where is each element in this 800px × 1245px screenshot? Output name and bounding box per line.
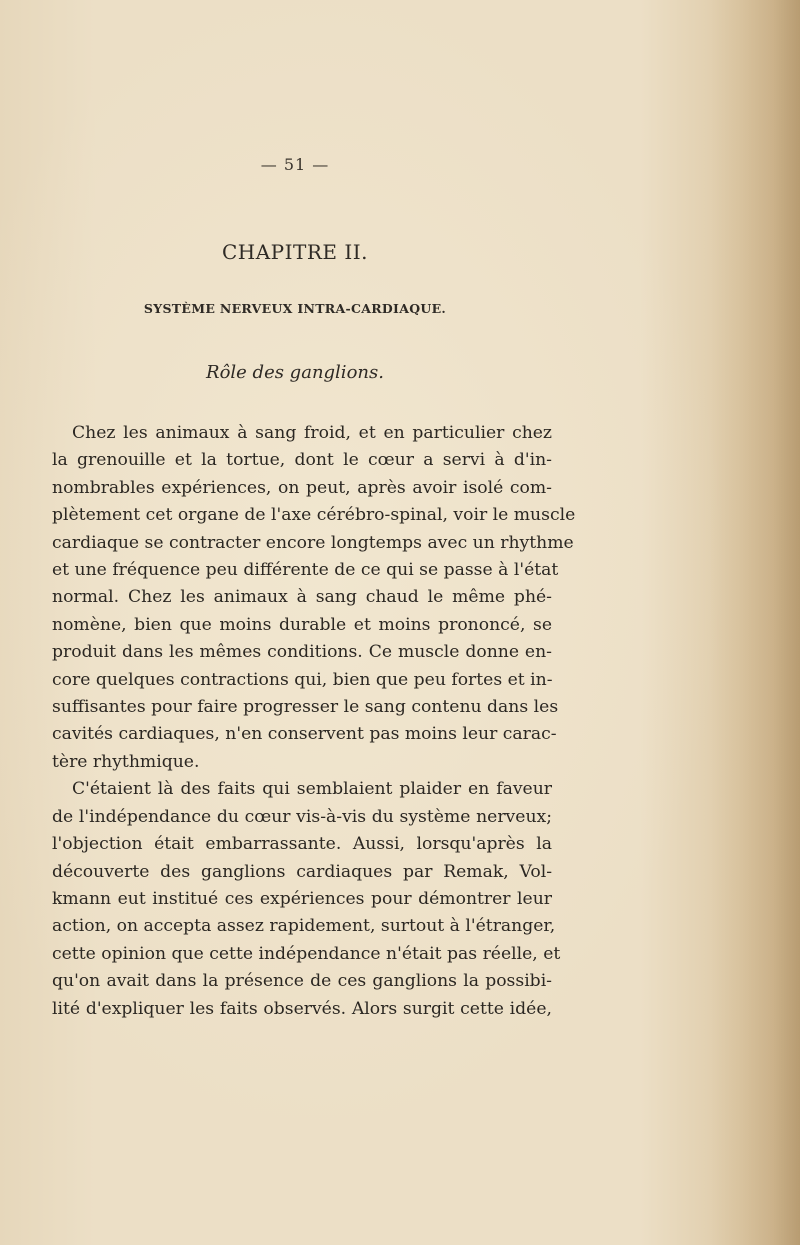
page-number: — 51 — [260, 155, 330, 174]
text-line: core quelques contractions qui, bien que peu fortes et in- [52, 669, 553, 690]
text-line: kmann eut institué ces expériences pour démontrer leur [52, 888, 552, 909]
section-heading: SYSTÈME NERVEUX INTRA-CARDIAQUE. [143, 301, 447, 316]
text-line: cavités cardiaques, n'en conservent pas moins leur carac- [52, 724, 557, 745]
text-line: et une fréquence peu différente de ce qui se passe à l'état [52, 560, 559, 581]
page-edge-stain [710, 0, 800, 1245]
text-line: C'étaient là des faits qui semblaient plaider en faveur [72, 779, 552, 800]
text-line: action, on accepta assez rapidement, surtout à l'étranger, [52, 916, 556, 937]
paragraph-1 [52, 420, 576, 776]
text-line: tère rhythmique. [52, 751, 200, 772]
text-line: plètement cet organe de l'axe cérébro-spinal, voir le muscle [52, 505, 576, 526]
text-line: qu'on avait dans la présence de ces ganglions la possibi- [52, 971, 552, 992]
text-line: normal. Chez les animaux à sang chaud le même phé- [52, 587, 552, 608]
text-line: produit dans les mêmes conditions. Ce muscle donne en- [52, 642, 552, 663]
text-line: lité d'expliquer les faits observés. Alors surgit cette idée, [52, 998, 552, 1019]
body-text [52, 420, 576, 1023]
text-line: la grenouille et la tortue, dont le cœur a servi à d'in- [52, 450, 552, 471]
subsection-heading: Rôle des ganglions. [206, 362, 384, 383]
paragraph-2 [52, 776, 561, 1023]
text-line: suffisantes pour faire progresser le sang contenu dans les [52, 697, 559, 718]
text-line: de l'indépendance du cœur vis-à-vis du système nerveux; [52, 806, 552, 827]
text-line: nombrables expériences, on peut, après avoir isolé com- [52, 477, 552, 498]
text-line: cardiaque se contracter encore longtemps avec un rhythme [52, 532, 574, 553]
text-line: nomène, bien que moins durable et moins prononcé, se [52, 614, 552, 635]
text-line: découverte des ganglions cardiaques par Remak, Vol- [52, 861, 552, 882]
text-line: Chez les animaux à sang froid, et en particulier chez [72, 423, 552, 443]
text-line: l'objection était embarrassante. Aussi, lorsqu'après la [52, 834, 552, 855]
chapter-title: CHAPITRE II. [221, 240, 369, 264]
text-line: cette opinion que cette indépendance n'était pas réelle, et [52, 943, 561, 964]
